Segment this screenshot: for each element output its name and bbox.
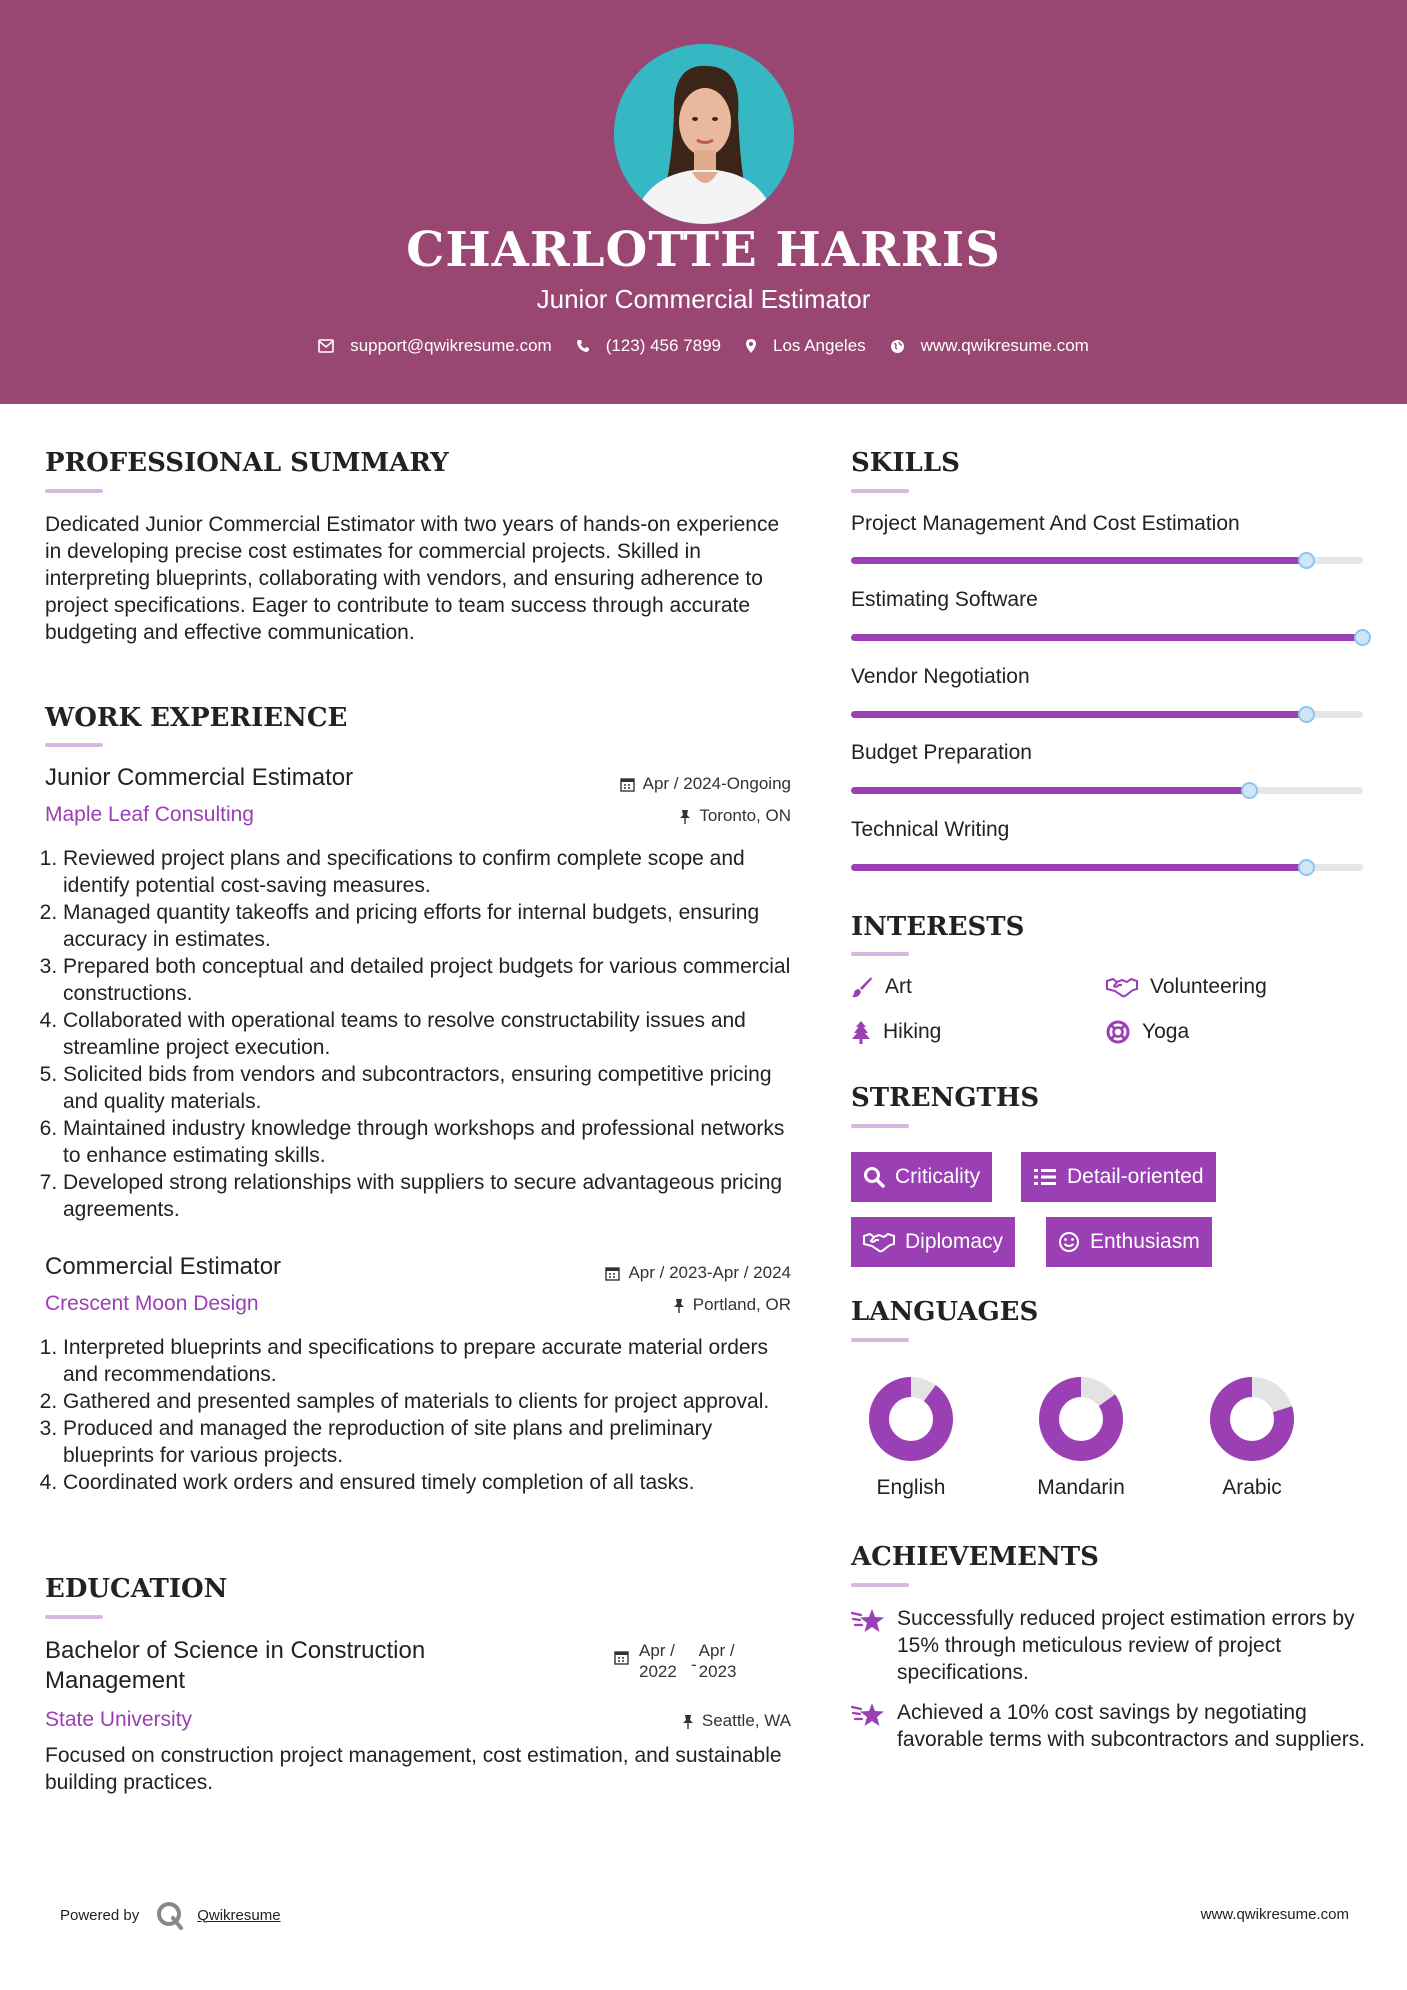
skill-bar bbox=[851, 787, 1363, 794]
interest-label: Art bbox=[885, 975, 912, 998]
job-dates bbox=[500, 1263, 791, 1283]
list-item: 3. Prepared both conceptual and detailed project budgets for various commercial constructions. bbox=[63, 953, 795, 1007]
strength-chip bbox=[1021, 1152, 1216, 1202]
job-title: Junior Commercial Estimator bbox=[45, 764, 354, 791]
job-location-text: Toronto, ON bbox=[699, 806, 791, 825]
interest-label: Yoga bbox=[1142, 1020, 1190, 1043]
list-item: 4. Coordinated work orders and ensured timely completion of all tasks. bbox=[63, 1469, 795, 1496]
list-item: 1. Reviewed project plans and specifications to confirm complete scope and identify potential cost-saving measures. bbox=[63, 845, 795, 899]
skill-slider-handle bbox=[1298, 552, 1315, 569]
education-date-separator: - bbox=[691, 1655, 697, 1674]
skill-bar-fill bbox=[851, 864, 1307, 871]
experience-heading: WORK EXPERIENCE bbox=[45, 703, 348, 733]
footer-powered-by bbox=[60, 1900, 281, 1930]
globe-icon bbox=[890, 339, 905, 354]
phone-icon bbox=[576, 339, 590, 353]
strength-label: Diplomacy bbox=[905, 1230, 1004, 1253]
job-location bbox=[500, 806, 791, 826]
calendar-icon bbox=[605, 1266, 620, 1281]
education-dates bbox=[614, 1640, 747, 1682]
strengths-underline bbox=[851, 1124, 909, 1128]
strength-chip bbox=[851, 1217, 1015, 1267]
list-item: 5. Solicited bids from vendors and subcontractors, ensuring competitive pricing and quality materials. bbox=[63, 1061, 795, 1115]
contact-email[interactable] bbox=[318, 336, 552, 356]
achievement-text: Achieved a 10% cost savings by negotiating favorable terms with subcontractors and suppliers. bbox=[897, 1701, 1366, 1751]
profile-photo-icon bbox=[614, 44, 794, 224]
skill-bar-fill bbox=[851, 787, 1250, 794]
achievement-item bbox=[851, 1699, 1371, 1753]
skill-name: Technical Writing bbox=[851, 818, 1010, 841]
donut-fill bbox=[879, 1387, 943, 1451]
qwikresume-link[interactable]: Qwikresume bbox=[197, 1906, 281, 1924]
skill-bar bbox=[851, 557, 1363, 564]
education-date-end: Apr / 2023 bbox=[698, 1641, 737, 1681]
contact-website[interactable] bbox=[890, 336, 1089, 356]
experience-underline bbox=[45, 743, 103, 747]
interest-item bbox=[1106, 975, 1267, 999]
pushpin-icon bbox=[682, 1714, 694, 1729]
education-location bbox=[500, 1711, 791, 1731]
achievements-heading: ACHIEVEMENTS bbox=[851, 1542, 1099, 1572]
paintbrush-icon bbox=[851, 976, 873, 998]
contact-phone[interactable] bbox=[576, 336, 721, 356]
strength-label: Enthusiasm bbox=[1090, 1230, 1200, 1253]
skill-slider-handle bbox=[1298, 706, 1315, 723]
language-item bbox=[1016, 1374, 1146, 1500]
pushpin-icon bbox=[673, 1298, 685, 1313]
skill-name: Vendor Negotiation bbox=[851, 665, 1030, 688]
calendar-icon bbox=[620, 777, 635, 792]
smile-icon bbox=[1058, 1231, 1080, 1253]
handshake-icon bbox=[1106, 976, 1138, 998]
achievement-item bbox=[851, 1605, 1371, 1686]
skill-name: Budget Preparation bbox=[851, 741, 1032, 764]
degree-title: Bachelor of Science in Construction Management bbox=[45, 1637, 426, 1694]
language-name: Mandarin bbox=[1037, 1476, 1125, 1499]
search-icon bbox=[863, 1166, 885, 1188]
skill-bar-fill bbox=[851, 557, 1307, 564]
list-item: 2. Managed quantity takeoffs and pricing efforts for internal budgets, ensuring accuracy in estimates. bbox=[63, 899, 795, 953]
skill-slider-handle bbox=[1298, 859, 1315, 876]
strength-label: Detail-oriented bbox=[1067, 1165, 1204, 1188]
skill-bar-fill bbox=[851, 634, 1363, 641]
list-icon bbox=[1033, 1167, 1057, 1187]
contact-location-text: Los Angeles bbox=[773, 336, 866, 355]
resume-header bbox=[0, 0, 1407, 404]
interest-item bbox=[851, 975, 912, 999]
skill-bar bbox=[851, 864, 1363, 871]
powered-by-label: Powered by bbox=[60, 1906, 140, 1924]
map-pin-icon bbox=[745, 338, 757, 354]
lifering-icon bbox=[1106, 1020, 1130, 1044]
skill-bar bbox=[851, 711, 1363, 718]
summary-underline bbox=[45, 489, 103, 493]
skill-bar bbox=[851, 634, 1363, 641]
list-item: 3. Produced and managed the reproduction of site plans and preliminary blueprints for various projects. bbox=[63, 1415, 795, 1469]
skill-name: Estimating Software bbox=[851, 588, 1038, 611]
job-bullets bbox=[45, 1334, 795, 1496]
handshake-icon bbox=[863, 1231, 895, 1253]
languages-heading: LANGUAGES bbox=[851, 1297, 1039, 1327]
education-location-text: Seattle, WA bbox=[701, 1711, 791, 1730]
envelope-icon bbox=[318, 339, 334, 353]
language-item bbox=[846, 1374, 976, 1500]
calendar-icon bbox=[614, 1650, 629, 1665]
achievements-underline bbox=[851, 1583, 909, 1587]
job-location-text: Portland, OR bbox=[692, 1295, 791, 1314]
avatar bbox=[614, 44, 794, 224]
strengths-heading: STRENGTHS bbox=[851, 1083, 1040, 1113]
interest-label: Volunteering bbox=[1150, 975, 1267, 998]
job-dates bbox=[500, 774, 791, 794]
language-donut bbox=[1036, 1374, 1126, 1464]
contact-website-text: www.qwikresume.com bbox=[920, 336, 1089, 355]
interest-item bbox=[1106, 1020, 1189, 1044]
summary-text: Dedicated Junior Commercial Estimator with two years of hands-on experience in developing precise cost estimates for commercial projects. Skilled in interpreting blueprints, collaborating with vendors, and ensuring adherence to project specifications. Eager to contribute to team success through accurate budgeting and effective communication. bbox=[45, 513, 780, 644]
list-item: 6. Maintained industry knowledge through workshops and professional networks to enhance estimating skills. bbox=[63, 1115, 795, 1169]
job-bullets bbox=[45, 845, 795, 1223]
skills-underline bbox=[851, 489, 909, 493]
language-item bbox=[1187, 1374, 1317, 1500]
skill-slider-handle bbox=[1354, 629, 1371, 646]
skill-slider-handle bbox=[1241, 782, 1258, 799]
education-underline bbox=[45, 1615, 103, 1619]
interests-underline bbox=[851, 952, 909, 956]
language-donut bbox=[866, 1374, 956, 1464]
interests-heading: INTERESTS bbox=[851, 912, 1025, 942]
contact-location bbox=[745, 336, 866, 356]
contact-email-text: support@qwikresume.com bbox=[350, 336, 552, 355]
strength-label: Criticality bbox=[895, 1165, 981, 1188]
skills-heading: SKILLS bbox=[851, 448, 960, 478]
company-name: Maple Leaf Consulting bbox=[45, 803, 254, 826]
skill-bar-fill bbox=[851, 711, 1307, 718]
language-name: English bbox=[876, 1476, 946, 1499]
interest-item bbox=[851, 1020, 941, 1044]
list-item: 1. Interpreted blueprints and specifications to prepare accurate material orders and recommendations. bbox=[63, 1334, 795, 1388]
company-name: Crescent Moon Design bbox=[45, 1292, 259, 1315]
interest-label: Hiking bbox=[883, 1020, 942, 1043]
languages-underline bbox=[851, 1338, 909, 1342]
candidate-title: Junior Commercial Estimator bbox=[536, 284, 871, 314]
footer-website[interactable]: www.qwikresume.com bbox=[1200, 1906, 1349, 1923]
shooting-star-icon bbox=[851, 1607, 885, 1633]
achievement-text: Successfully reduced project estimation errors by 15% through meticulous review of project specifications. bbox=[897, 1607, 1355, 1684]
language-donut bbox=[1207, 1374, 1297, 1464]
job-title: Commercial Estimator bbox=[45, 1253, 282, 1280]
list-item: 2. Gathered and presented samples of materials to clients for project approval. bbox=[63, 1388, 795, 1415]
shooting-star-icon bbox=[851, 1701, 885, 1727]
pushpin-icon bbox=[679, 809, 691, 824]
education-description: Focused on construction project management, cost estimation, and sustainable building practices. bbox=[45, 1744, 782, 1794]
candidate-name: CHARLOTTE HARRIS bbox=[406, 222, 1001, 278]
qwikresume-logo-icon bbox=[155, 1900, 185, 1930]
skill-name: Project Management And Cost Estimation bbox=[851, 512, 1240, 535]
list-item: 7. Developed strong relationships with suppliers to secure advantageous pricing agreements. bbox=[63, 1169, 795, 1223]
contact-bar bbox=[0, 336, 1407, 356]
job-dates-text: Apr / 2023-Apr / 2024 bbox=[628, 1263, 791, 1282]
tree-icon bbox=[851, 1020, 871, 1044]
summary-heading: PROFESSIONAL SUMMARY bbox=[45, 448, 449, 478]
education-heading: EDUCATION bbox=[45, 1574, 228, 1604]
school-name: State University bbox=[45, 1708, 193, 1731]
contact-phone-text: (123) 456 7899 bbox=[605, 336, 722, 355]
strength-chip bbox=[1046, 1217, 1212, 1267]
job-location bbox=[500, 1295, 791, 1315]
education-date-start: Apr / 2022 bbox=[639, 1641, 677, 1681]
language-name: Arabic bbox=[1222, 1476, 1282, 1499]
strength-chip bbox=[851, 1152, 992, 1202]
list-item: 4. Collaborated with operational teams to resolve constructability issues and streamline project execution. bbox=[63, 1007, 795, 1061]
job-dates-text: Apr / 2024-Ongoing bbox=[642, 774, 791, 793]
